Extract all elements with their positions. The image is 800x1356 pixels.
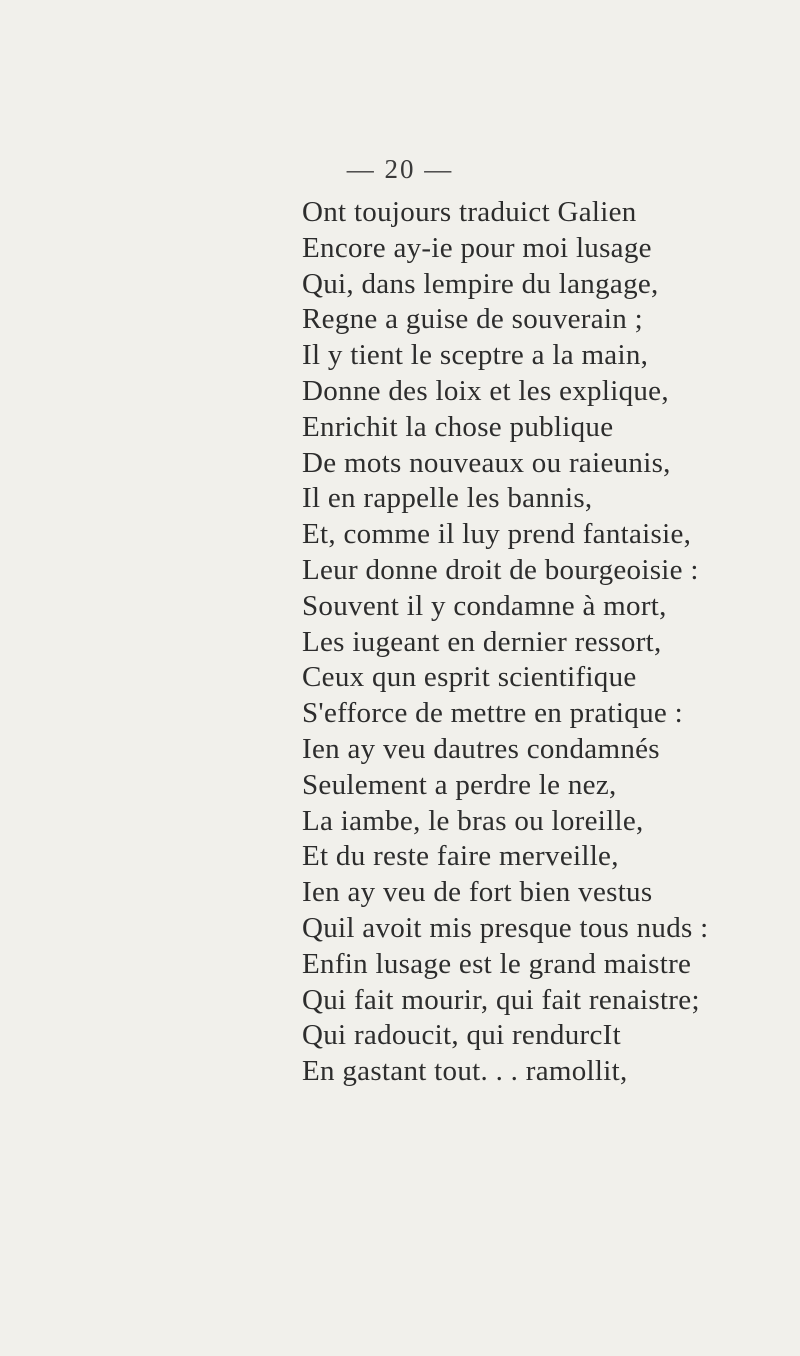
verse-line: Qui fait mourir, qui fait renaistre; [302, 983, 700, 1016]
verse-line: En gastant tout. . . ramollit, [302, 1055, 628, 1088]
verse-line: Ien ay veu dautres condamnés [302, 732, 660, 765]
verse-line: Il en rappelle les bannis, [302, 482, 593, 515]
verse-line: Encore ay-ie pour moi lusage [302, 231, 652, 264]
verse-line: Qui, dans lempire du langage, [302, 267, 659, 300]
verse-line: Regne a guise de souverain ; [302, 303, 643, 336]
verse-line: Souvent il y condamne à mort, [302, 589, 667, 622]
verse-line: Seulement a perdre le nez, [302, 768, 617, 801]
verse-line: La iambe, le bras ou loreille, [302, 804, 644, 837]
verse-line: De mots nouveaux ou raieunis, [302, 446, 671, 479]
poem-text [302, 195, 709, 1090]
verse-line: Et, comme il luy prend fantaisie, [302, 518, 692, 551]
verse-line: Enfin lusage est le grand maistre [302, 947, 692, 980]
verse-line: Qui radoucit, qui rendurcIt [302, 1019, 621, 1052]
page-number: — 20 — [346, 154, 454, 184]
verse-line: Leur donne droit de bourgeoisie : [302, 553, 699, 586]
verse-line: Les iugeant en dernier ressort, [302, 625, 662, 658]
verse-line: Ceux qun esprit scientifique [302, 661, 637, 694]
verse-line: Donne des loix et les explique, [302, 374, 669, 407]
verse-line: Ien ay veu de fort bien vestus [302, 876, 653, 909]
verse-line: Il y tient le sceptre a la main, [302, 339, 649, 372]
verse-line: S'efforce de mettre en pratique : [302, 697, 683, 730]
verse-line: Quil avoit mis presque tous nuds : [302, 911, 709, 944]
verse-line: Ont toujours traduict Galien [302, 196, 637, 228]
verse-line: Et du reste faire merveille, [302, 840, 619, 873]
verse-line: Enrichit la chose publique [302, 410, 614, 443]
